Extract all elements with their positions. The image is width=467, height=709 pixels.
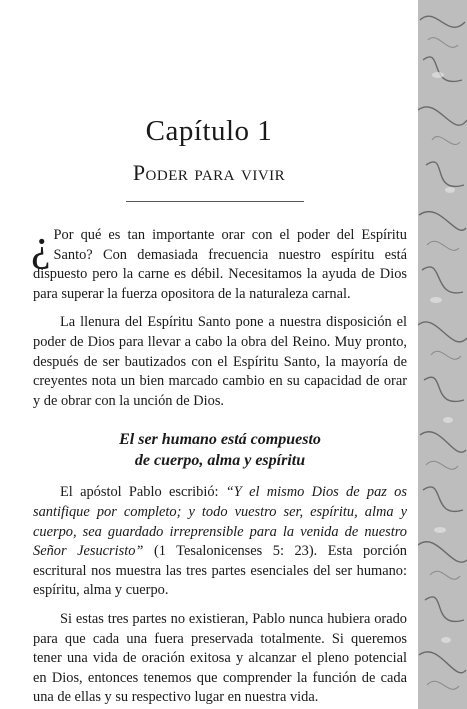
body-paragraph (33, 483, 407, 601)
chapter-body (31, 221, 407, 708)
section-heading-line: El ser humano está compuesto (119, 431, 321, 449)
chapter-title: Capítulo 1 (145, 115, 273, 147)
paragraph-text: (1 Tesalonicenses 5: 23). Esta porción escritural nos muestra las tres partes esenciales del ser humano: espíritu, alma y cuerpo. (33, 543, 407, 599)
scripture-quote: “Y el mismo Dios de paz os santifique por completo; y todo vuestro ser, espíritu, alma y cuerpo, sea guardado irreprensible para la venida de nuestro Señor Jesucristo” (33, 484, 407, 560)
chapter-subtitle: Poder para vivir (132, 160, 286, 185)
section-heading-line: de cuerpo, alma y espíritu (134, 452, 306, 470)
title-divider (126, 201, 304, 202)
intro-text: Por qué es tan importante orar con el poder del Espíritu Santo? Con demasiada frecuencia nuestro espíritu está dispuesto pero la carne es débil. Necesitamos la ayuda de Dios para superar la fuerza opositora de la naturaleza carnal. (33, 227, 407, 302)
section-heading (33, 429, 407, 471)
dropcap: ¿ (31, 221, 51, 270)
intro-paragraph (31, 221, 407, 304)
body-paragraph: La llenura del Espíritu Santo pone a nuestra disposición el poder de Dios para llevar a cabo la obra del Reino. Muy pronto, después de ser bautizados con el Espíritu Santo, la mayoría de creyentes nota un bien marcado cambio en su capacidad de orar y de obrar con la unción de Dios. (33, 314, 407, 409)
body-paragraph: Si estas tres partes no existieran, Pablo nunca hubiera orado para que cada una fuera preservada totalmente. Si queremos tener una vida de oración exitosa y alcanzar el pleno potencial en Dios, entonces tenemos que comprender la función de cada una de ellas y su respectivo lugar en nuestra vida. (33, 610, 407, 706)
foliage-engraving-icon (418, 0, 467, 709)
paragraph-text: El apóstol Pablo escribió: (60, 484, 226, 501)
